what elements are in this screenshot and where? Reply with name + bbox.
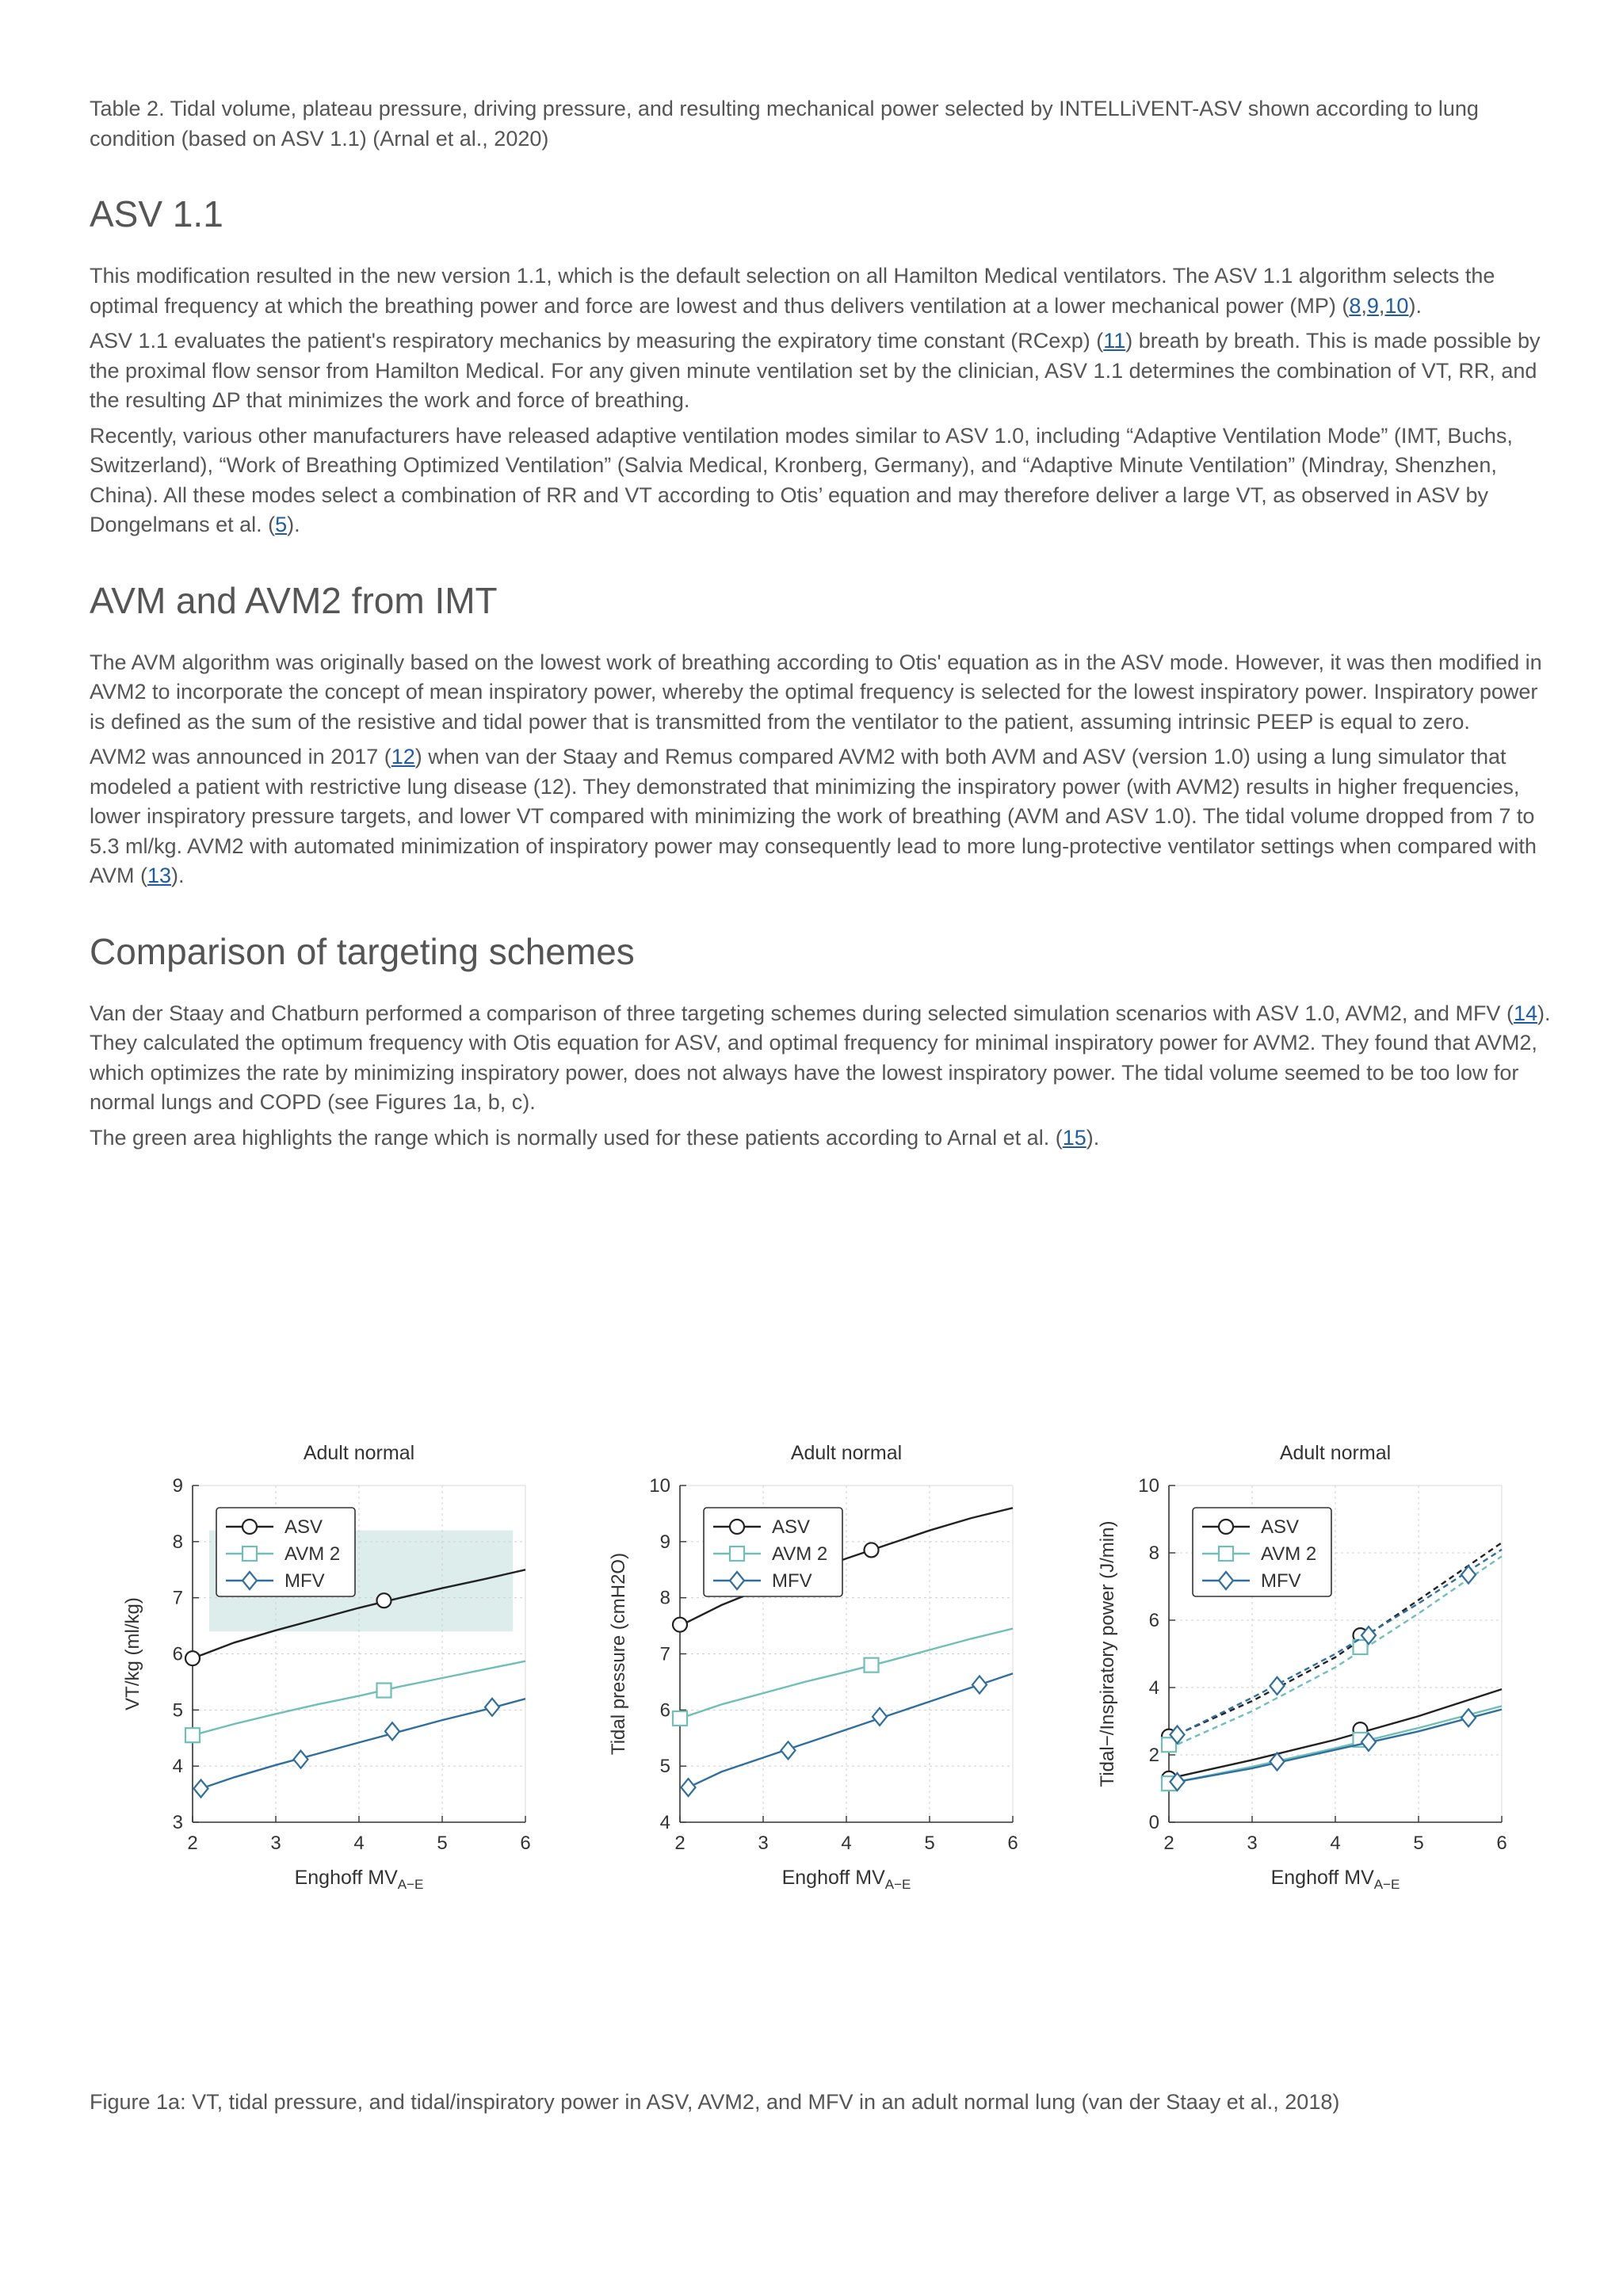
- section-heading-comparison: Comparison of targeting schemes: [90, 930, 635, 972]
- legend-label: ASV: [1261, 1516, 1300, 1538]
- paragraph: Recently, various other manufacturers have released adaptive ventilation modes similar to ASV 1.0, including “Adaptive Ventilation Mode” (IMT, Buchs, Switzerland), “Work of Breathing Optimized Ventilation” (Salvia Medical, Kronberg, Germany), and “Adaptive Minute Ventilation” (Mindray, Shenzhen, China). All these modes select a combination of RR and VT according to Otis’ equation and may therefore deliver a large VT, as observed in ASV by Dongelmans et al. (5).: [90, 423, 1513, 536]
- legend-label: MFV: [1261, 1570, 1301, 1592]
- y-axis-label: VT/kg (ml/kg): [122, 1597, 143, 1711]
- y-tick-label: 2: [1148, 1745, 1159, 1766]
- paragraph: The green area highlights the range which is normally used for these patients according to Arnal et al. (15).: [90, 1125, 1100, 1150]
- legend-marker: [242, 1520, 257, 1534]
- citation-link[interactable]: 12: [391, 745, 415, 769]
- y-tick-label: 3: [172, 1812, 183, 1833]
- legend-label: MFV: [772, 1570, 812, 1592]
- x-axis-label: Enghoff $MV_{A-E}$: [1270, 1867, 1400, 1892]
- x-tick-label: 6: [1007, 1833, 1018, 1854]
- y-axis-label: Tidal−/Inspiratory power (J/min): [1097, 1520, 1118, 1787]
- legend-label: ASV: [772, 1516, 811, 1538]
- chart-legend: [704, 1508, 842, 1596]
- series-mfv-tidal: [1170, 1709, 1503, 1791]
- y-tick-label: 5: [659, 1756, 670, 1778]
- legend-marker: [730, 1547, 744, 1561]
- y-tick-label: 6: [659, 1699, 670, 1722]
- x-tick-label: 2: [1163, 1833, 1174, 1854]
- y-tick-label: 10: [1138, 1475, 1159, 1497]
- legend-marker: [1219, 1520, 1233, 1534]
- data-point-marker: [294, 1751, 308, 1768]
- x-tick-label: 2: [674, 1833, 685, 1854]
- legend-label: ASV: [285, 1516, 323, 1538]
- data-point-marker: [385, 1722, 399, 1740]
- x-tick-label: 6: [1496, 1833, 1507, 1854]
- x-tick-label: 2: [187, 1833, 198, 1854]
- citation-link[interactable]: 5: [275, 513, 288, 536]
- y-tick-label: 4: [172, 1756, 183, 1778]
- data-point-marker: [682, 1779, 696, 1796]
- table-caption: Table 2. Tidal volume, plateau pressure, driving pressure, and resulting mechanical power selected by INTELLiVENT-ASV shown according to lung condition (based on ASV 1.1) (Arnal et al., 2020): [90, 97, 1479, 151]
- citation-link[interactable]: 9: [1366, 293, 1379, 318]
- section-heading-avm: AVM and AVM2 from IMT: [90, 579, 498, 621]
- y-tick-label: 9: [172, 1475, 183, 1497]
- y-tick-label: 5: [172, 1699, 183, 1722]
- chart-tidal-pressure: [577, 1426, 1052, 1901]
- data-point-marker: [673, 1711, 687, 1726]
- article-body: [90, 79, 1556, 1158]
- series-line: [201, 1699, 526, 1788]
- x-tick-label: 5: [437, 1833, 448, 1854]
- chart-title: Adult normal: [790, 1442, 903, 1464]
- y-tick-label: 10: [649, 1475, 670, 1497]
- x-tick-label: 3: [1247, 1833, 1258, 1854]
- data-point-marker: [194, 1780, 208, 1798]
- citation-link[interactable]: 11: [1103, 329, 1126, 353]
- x-tick-label: 4: [353, 1833, 365, 1854]
- data-point-marker: [185, 1651, 200, 1665]
- legend-label: AVM 2: [285, 1543, 341, 1565]
- citation-link[interactable]: 15: [1062, 1125, 1086, 1150]
- series-mfv: [194, 1699, 526, 1798]
- chart-vt-per-kg: [90, 1426, 565, 1901]
- y-tick-label: 9: [659, 1531, 670, 1553]
- y-tick-label: 6: [172, 1643, 183, 1665]
- figure-panel: [90, 1426, 1556, 1917]
- series-line: [1178, 1710, 1503, 1782]
- y-tick-label: 8: [659, 1587, 670, 1609]
- citation-link[interactable]: 13: [147, 864, 172, 887]
- x-axis-label: Enghoff $MV_{A-E}$: [294, 1867, 424, 1892]
- paragraph: This modification resulted in the new version 1.1, which is the default selection on all Hamilton Medical ventilators. The ASV 1.1 algorithm selects the optimal frequency at which the breathing power and force are lowest and thus delivers ventilation at a lower mechanical power (MP) (8,9,10).: [90, 264, 1495, 318]
- data-point-marker: [377, 1684, 391, 1698]
- chart-legend: [1193, 1508, 1331, 1596]
- data-point-marker: [1461, 1709, 1476, 1726]
- series-mfv: [682, 1673, 1014, 1796]
- x-tick-label: 4: [1330, 1833, 1341, 1854]
- chart-power: [1066, 1426, 1541, 1901]
- y-axis-label: Tidal pressure (cmH2O): [608, 1552, 629, 1756]
- x-tick-label: 6: [520, 1833, 531, 1854]
- legend-label: AVM 2: [772, 1543, 828, 1565]
- y-tick-label: 4: [1148, 1677, 1159, 1699]
- legend-label: MFV: [285, 1570, 325, 1592]
- y-tick-label: 8: [172, 1531, 183, 1553]
- x-tick-label: 3: [758, 1833, 769, 1854]
- chart-title: Adult normal: [1279, 1442, 1392, 1464]
- citation-link[interactable]: 8: [1349, 293, 1361, 318]
- legend-marker: [242, 1547, 257, 1561]
- citation-link[interactable]: 10: [1384, 293, 1409, 318]
- data-point-marker: [865, 1543, 879, 1557]
- data-point-marker: [485, 1699, 499, 1716]
- legend-marker: [730, 1520, 744, 1534]
- series-asv-tidal: [1162, 1689, 1502, 1786]
- legend-marker: [1219, 1547, 1233, 1561]
- x-tick-label: 3: [270, 1833, 281, 1854]
- chart-title: Adult normal: [303, 1442, 415, 1464]
- y-tick-label: 8: [1148, 1543, 1159, 1564]
- series-avm-2: [673, 1629, 1013, 1726]
- data-point-marker: [1270, 1677, 1285, 1695]
- section-heading-asv11: ASV 1.1: [90, 193, 223, 235]
- series-avm-2: [185, 1661, 525, 1743]
- x-tick-label: 5: [924, 1833, 935, 1854]
- y-tick-label: 7: [172, 1587, 183, 1609]
- paragraph: ASV 1.1 evaluates the patient's respiratory mechanics by measuring the expiratory time constant (RCexp) (11) breath by breath. This is made possible by the proximal flow sensor from Hamilton Medical. For any given minute ventilation set by the clinician, ASV 1.1 determines the combination of VT, RR, and the resulting ΔP that minimizes the work and force of breathing.: [90, 329, 1541, 412]
- y-tick-label: 6: [1148, 1610, 1159, 1631]
- data-point-marker: [377, 1593, 391, 1608]
- x-tick-label: 4: [841, 1833, 852, 1854]
- series-line: [1169, 1706, 1502, 1783]
- chart-legend: [216, 1508, 355, 1596]
- x-axis-label: Enghoff $MV_{A-E}$: [781, 1867, 911, 1892]
- paragraph: AVM2 was announced in 2017 (12) when van der Staay and Remus compared AVM2 with both AVM and ASV (version 1.0) using a lung simulator that modeled a patient with restrictive lung disease (12). They demonstrated that minimizing the inspiratory power (with AVM2) results in higher frequencies, lower inspiratory pressure targets, and lower VT compared with minimizing the work of breathing (AVM and ASV 1.0). The tidal volume dropped from 7 to 5.3 ml/kg. AVM2 with automated minimization of inspiratory power may consequently lead to more lung-protective ventilator settings when compared with AVM (13).: [90, 745, 1537, 887]
- y-tick-label: 7: [659, 1643, 670, 1665]
- figure-caption: Figure 1a: VT, tidal pressure, and tidal/inspiratory power in ASV, AVM2, and MFV in an adult normal lung (van der Staay et al., 2018): [90, 2090, 1340, 2114]
- legend-label: AVM 2: [1261, 1543, 1317, 1565]
- data-point-marker: [1461, 1566, 1476, 1584]
- data-point-marker: [185, 1728, 200, 1742]
- paragraph: Van der Staay and Chatburn performed a comparison of three targeting schemes during selected simulation scenarios with ASV 1.0, AVM2, and MFV (14). They calculated the optimum frequency with Otis equation for ASV, and optimal frequency for minimal inspiratory power for AVM2. They found that AVM2, which optimizes the rate by minimizing inspiratory power, does not always have the lowest inspiratory power. The tidal volume seemed to be too low for normal lungs and COPD (see Figures 1a, b, c).: [90, 1001, 1551, 1114]
- paragraph: The AVM algorithm was originally based on the lowest work of breathing according to Otis' equation as in the ASV mode. However, it was then modified in AVM2 to incorporate the concept of mean inspiratory power, whereby the optimal frequency is selected for the lowest inspiratory power. Inspiratory power is defined as the sum of the resistive and tidal power that is transmitted from the ventilator to the patient, assuming intrinsic PEEP is equal to zero.: [90, 650, 1542, 734]
- data-point-marker: [972, 1676, 987, 1693]
- series-line: [689, 1673, 1014, 1787]
- x-tick-label: 5: [1413, 1833, 1424, 1854]
- data-point-marker: [865, 1658, 879, 1672]
- citation-link[interactable]: 14: [1513, 1001, 1537, 1025]
- data-point-marker: [781, 1741, 796, 1759]
- data-point-marker: [873, 1708, 887, 1726]
- y-tick-label: 0: [1148, 1812, 1159, 1833]
- y-tick-label: 4: [659, 1812, 670, 1833]
- data-point-marker: [673, 1618, 687, 1632]
